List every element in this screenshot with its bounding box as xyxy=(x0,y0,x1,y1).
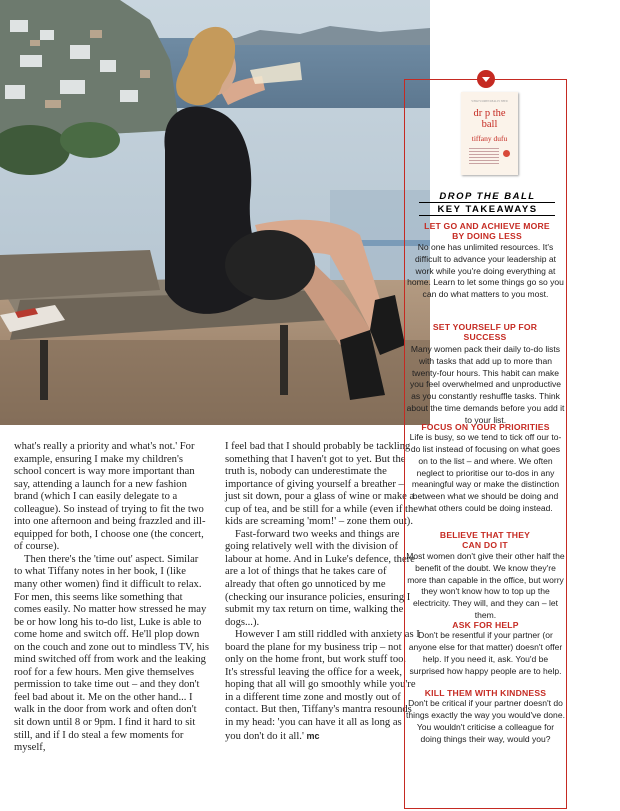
article-paragraph: I feel bad that I should probably be tackling something that I haven't got to yet. But the truth is, nobody can underestimate the importance of giving yourself a breather – just sit down, pour a glass of wine or make a cup of tea, and be still for a while (even if the kids are screaming 'mom!' – zone them out). xyxy=(225,441,418,528)
takeaway-heading: KILL THEM WITH KINDNESS xyxy=(424,688,547,698)
divider xyxy=(419,202,555,203)
end-mark: mc xyxy=(306,730,320,741)
takeaway-item xyxy=(430,530,540,550)
takeaway-text: Most women don't give their other half the benefit of the doubt. We know they're more than capable in the office, but worry they won't know how to top up the electricity. They will, and they can – let them. xyxy=(406,551,565,620)
takeaway-heading: ASK FOR HELP xyxy=(452,620,519,630)
article-paragraph xyxy=(225,629,420,743)
takeaway-text: Don't be resentful if your partner (or anyone else for that matter) doesn't offer help. If you need it, ask. You'd be surprised how happy people are to help. xyxy=(408,630,563,676)
divider xyxy=(419,215,555,216)
takeaway-heading: LET GO AND ACHIEVE MORE BY DOING LESS xyxy=(424,221,550,242)
sidebar-subheading: KEY TAKEAWAYS xyxy=(437,204,538,215)
takeaway-item xyxy=(406,620,565,677)
takeaway-item xyxy=(406,551,565,622)
takeaway-heading: FOCUS ON YOUR PRIORITIES xyxy=(421,422,550,432)
takeaway-item xyxy=(406,422,565,515)
takeaway-item xyxy=(406,242,565,301)
takeaway-text: Life is busy, so we tend to tick off our to-do list instead of focusing on what goes on to the list – and where. We often neglect to prioritise our to-dos in any meaningful way or make the distinction between what we should be doing and what others could be doing instead. xyxy=(409,432,562,513)
takeaway-item xyxy=(406,344,565,427)
takeaway-text: Don't be critical if your partner doesn't do things exactly the way you would've done. You wouldn't criticise a colleague for doing things their way, would you? xyxy=(406,698,565,744)
article-paragraph: Then there's the 'time out' aspect. Similar to what Tiffany notes in her book, I (like many other women) find it difficult to relax. For men, this seems like something that comes easily. No matter how stressed he may be or how long his to-do list, Luke is able to come home and switch off. He'll plop down on the couch and zone out to mindless TV, his mind switched off from work and the leaking roof for a few hours. Men give themselves permission to take time out – and they don't feel bad about it. Me on the other hand... I walk in the door from work and often don't sit down until 8 or 9pm. I find it hard to sit still, and if I do steal a few moments for myself, xyxy=(14,553,209,754)
takeaway-item xyxy=(422,221,552,241)
takeaway-heading: SET YOURSELF UP FOR SUCCESS xyxy=(432,322,538,343)
article-column-1 xyxy=(14,441,209,755)
book-tagline: WHAT WOMEN REALLY NEED xyxy=(471,100,508,103)
book-title xyxy=(461,108,518,130)
sidebar-heading: DROP THE BALL xyxy=(439,191,536,202)
article-column-2 xyxy=(225,441,420,743)
article-paragraph: what's really a priority and what's not.' For example, ensuring I make my children's school concert is way more important than say, attending a launch for a new fashion brand (which I can easily delegate to a colleague). So instead of trying to fit the two into one afternoon and being frazzled and ill-equipped for both, I choose one (the concert, of course). xyxy=(14,441,206,553)
article-paragraph: Fast-forward two weeks and things are going relatively well with the division of labour at home. And in Luke's defence, there are a lot of things that he takes care of already that often go unnoticed by me (checking our insurance policies, ensuring I submit my tax return on time, walking the dogs...). xyxy=(225,528,415,628)
takeaway-text: No one has unlimited resources. It's difficult to advance your leadership at work while you're doing everything at home. Learn to let some things go so you can do what matters to you most. xyxy=(407,242,564,300)
book-badge xyxy=(503,150,510,157)
book-author: tiffany dufu xyxy=(471,134,508,143)
takeaway-item xyxy=(430,322,540,342)
book-cover xyxy=(461,92,518,175)
book-blurb-lines xyxy=(469,148,499,164)
book-title-line-1: dr p the xyxy=(473,108,506,119)
book-title-line-2: ball xyxy=(481,119,498,130)
takeaway-heading: BELIEVE THAT THEY CAN DO IT xyxy=(439,530,531,551)
takeaway-item xyxy=(406,688,565,745)
article-paragraph-text: However I am still riddled with anxiety as I board the plane for my business trip – not only on the home front, but work stuff too. It's stressful leaving the office for a week, hoping that all will go smoothly while you're in a different time zone and mostly out of contact. But then, Tiffany's mantra resounds in my head: 'you can have it all as long as you don't do it all.' xyxy=(225,629,420,742)
article-photo xyxy=(0,0,430,425)
takeaway-text: Many women pack their daily to-do lists with tasks that add up to more than twenty-four hours. This habit can make you feel overwhelmed and unproductive as you constantly reshuffle tasks. Think about the time demands before you add it to your list. xyxy=(406,344,565,425)
chevron-down-icon xyxy=(477,70,495,88)
